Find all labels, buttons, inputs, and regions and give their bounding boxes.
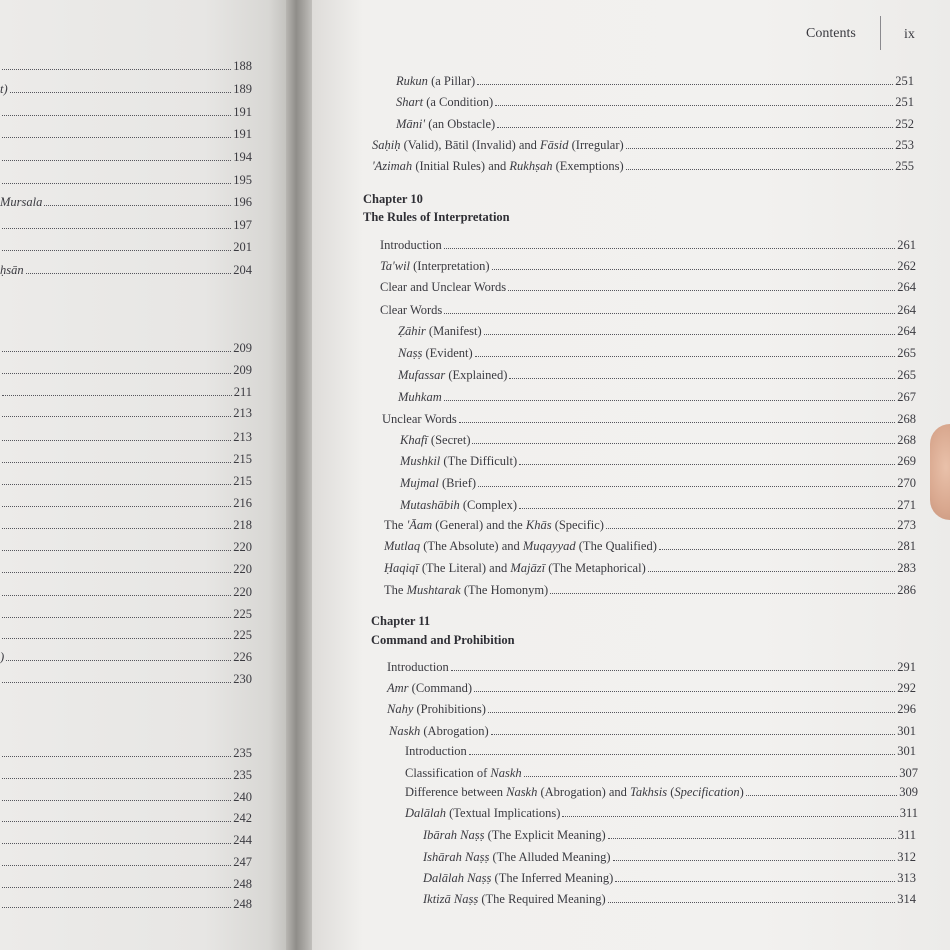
page-number: 240 <box>233 790 252 804</box>
dot-leader <box>2 778 231 779</box>
dot-leader <box>469 754 895 755</box>
dot-leader <box>509 378 895 379</box>
toc-entry-left <box>0 81 252 97</box>
toc-entry-left <box>0 194 252 210</box>
toc-entry-left <box>0 149 252 165</box>
page-number: 220 <box>233 562 252 576</box>
dot-leader <box>444 248 895 249</box>
page-number: 216 <box>233 496 252 510</box>
entry-title: Amr (Command) <box>387 681 473 695</box>
entry-title: Khafī (Secret) <box>400 433 471 447</box>
page-number: 242 <box>233 811 252 825</box>
page-number: 286 <box>897 583 916 597</box>
dot-leader <box>2 682 231 683</box>
entry-title: Shart (a Condition) <box>396 95 494 109</box>
toc-entry-left <box>0 429 252 445</box>
dot-leader <box>2 617 231 618</box>
chapter-11-number: Chapter 11 <box>371 614 431 628</box>
dot-leader <box>2 638 231 639</box>
entry-title: Mutashābih (Complex) <box>400 498 518 512</box>
page-number: 292 <box>897 681 916 695</box>
page-number: 262 <box>897 259 916 273</box>
toc-entry <box>400 475 916 491</box>
toc-entry-left <box>0 362 252 378</box>
page-number: 265 <box>897 368 916 382</box>
toc-entry-left <box>0 126 252 142</box>
toc-entry <box>372 137 914 153</box>
toc-entry-left <box>0 473 252 489</box>
page-number: 188 <box>233 59 252 73</box>
toc-entry <box>405 805 918 821</box>
chapter-10-title: The Rules of Interpretation <box>363 210 510 224</box>
page-number: 313 <box>897 871 916 885</box>
page-number: 235 <box>233 768 252 782</box>
dot-leader <box>508 290 895 291</box>
toc-entry-left <box>0 495 252 511</box>
dot-leader <box>444 313 895 314</box>
dot-leader <box>2 800 231 801</box>
toc-entry-left <box>0 627 252 643</box>
page-number: 204 <box>233 263 252 277</box>
page-number: 268 <box>897 412 916 426</box>
chapter-11-title: Command and Prohibition <box>371 633 515 647</box>
page-number: 211 <box>233 385 252 399</box>
dot-leader <box>26 273 232 274</box>
page-number: 255 <box>895 159 914 173</box>
dot-leader <box>746 795 897 796</box>
entry-title: Dalālah (Textual Implications) <box>405 806 561 820</box>
dot-leader <box>2 373 231 374</box>
dot-leader <box>2 821 231 822</box>
dot-leader <box>2 528 231 529</box>
dot-leader <box>488 712 895 713</box>
page-number: 209 <box>233 341 252 355</box>
toc-entry <box>398 345 916 361</box>
toc-entry-left <box>0 239 252 255</box>
page-number: 213 <box>233 406 252 420</box>
toc-entry <box>405 784 918 800</box>
toc-entry-left <box>0 561 252 577</box>
dot-leader <box>608 838 896 839</box>
page-number: 301 <box>897 724 916 738</box>
toc-entry <box>380 237 916 253</box>
right-page <box>312 0 950 950</box>
dot-leader <box>491 734 896 735</box>
toc-entry <box>405 743 916 759</box>
dot-leader <box>626 169 894 170</box>
page-number: 235 <box>233 746 252 760</box>
page-number: 213 <box>233 430 252 444</box>
dot-leader <box>2 506 231 507</box>
toc-entry <box>380 279 916 295</box>
entry-title: Dalālah Naṣṣ (The Inferred Meaning) <box>423 871 614 885</box>
dot-leader <box>562 816 897 817</box>
dot-leader <box>2 416 231 417</box>
toc-entry-left <box>0 384 252 400</box>
dot-leader <box>478 486 895 487</box>
entry-title: Iktizā Naṣṣ (The Required Meaning) <box>423 892 606 906</box>
toc-entry-left <box>0 539 252 555</box>
dot-leader <box>474 691 895 692</box>
toc-entry-left <box>0 262 252 278</box>
page-number: 244 <box>233 833 252 847</box>
toc-entry <box>398 367 916 383</box>
toc-entry-left <box>0 172 252 188</box>
entry-title: Ḥaqiqī (The Literal) and Majāzī (The Metaphorical) <box>384 561 646 575</box>
dot-leader <box>2 183 231 184</box>
dot-leader <box>659 549 895 550</box>
entry-title: Ẓāhir (Manifest) <box>398 324 482 338</box>
page-number: 215 <box>233 474 252 488</box>
toc-entry <box>387 701 916 717</box>
page-number: 309 <box>899 785 918 799</box>
entry-title: Naskh (Abrogation) <box>389 724 489 738</box>
page-number: 296 <box>897 702 916 716</box>
page-number: 225 <box>233 628 252 642</box>
dot-leader <box>2 160 231 161</box>
toc-entry <box>400 453 916 469</box>
dot-leader <box>451 670 895 671</box>
dot-leader <box>10 92 232 93</box>
entry-label: Mursala <box>0 195 43 209</box>
page-number: 230 <box>233 672 252 686</box>
entry-title: Nahy (Prohibitions) <box>387 702 486 716</box>
dot-leader <box>2 395 232 396</box>
toc-entry <box>384 517 916 533</box>
toc-entry <box>400 432 916 448</box>
toc-entry-left <box>0 810 252 826</box>
page-number: 251 <box>895 74 914 88</box>
toc-entry <box>396 73 914 89</box>
toc-entry <box>396 116 914 132</box>
page-number: 191 <box>233 105 252 119</box>
dot-leader <box>2 250 231 251</box>
dot-leader <box>475 356 896 357</box>
page-number: 268 <box>897 433 916 447</box>
thumb <box>930 424 950 520</box>
dot-leader <box>484 334 896 335</box>
toc-entry-left <box>0 671 252 687</box>
dot-leader <box>608 902 896 903</box>
entry-title: Rukun (a Pillar) <box>396 74 476 88</box>
entry-title: Muhkam <box>398 390 442 404</box>
dot-leader <box>2 137 231 138</box>
dot-leader <box>626 148 894 149</box>
entry-label: ) <box>0 650 5 664</box>
page-number: 281 <box>897 539 916 553</box>
toc-entry-left <box>0 896 252 912</box>
toc-entry <box>423 870 916 886</box>
page-number: 194 <box>233 150 252 164</box>
page-number: 251 <box>895 95 914 109</box>
dot-leader <box>2 595 231 596</box>
toc-entry <box>387 680 916 696</box>
page-number: 197 <box>233 218 252 232</box>
dot-leader <box>2 228 231 229</box>
page-number: 218 <box>233 518 252 532</box>
page-number: 201 <box>233 240 252 254</box>
page-number: 264 <box>897 303 916 317</box>
entry-title: Saḥiḥ (Valid), Bātil (Invalid) and Fāsid (Irregular) <box>372 138 624 152</box>
toc-entry-left <box>0 789 252 805</box>
page-number: 261 <box>897 238 916 252</box>
entry-label: t) <box>0 82 8 96</box>
page-number: 270 <box>897 476 916 490</box>
dot-leader <box>648 571 896 572</box>
page-number: 301 <box>897 744 916 758</box>
dot-leader <box>550 593 895 594</box>
toc-entry-left <box>0 104 252 120</box>
dot-leader <box>613 860 896 861</box>
entry-title: 'Azimah (Initial Rules) and Rukhṣah (Exemptions) <box>372 159 624 173</box>
page-number: 248 <box>233 897 252 911</box>
page-number: 247 <box>233 855 252 869</box>
entry-title: Ibārah Naṣṣ (The Explicit Meaning) <box>423 828 606 842</box>
header-rule <box>880 16 881 50</box>
toc-entry-left <box>0 340 252 356</box>
toc-entry <box>405 765 918 781</box>
page-number: 253 <box>895 138 914 152</box>
toc-entry <box>423 827 916 843</box>
toc-entry-left <box>0 405 252 421</box>
page-number: 252 <box>895 117 914 131</box>
dot-leader <box>2 440 231 441</box>
page-number: 220 <box>233 540 252 554</box>
dot-leader <box>2 550 231 551</box>
toc-entry-left <box>0 584 252 600</box>
dot-leader <box>44 205 231 206</box>
page-number: 209 <box>233 363 252 377</box>
entry-title: Māni' (an Obstacle) <box>396 117 496 131</box>
toc-entry <box>372 158 914 174</box>
entry-title: Classification of Naskh <box>405 766 522 780</box>
entry-title: Unclear Words <box>382 412 457 426</box>
page-number: 195 <box>233 173 252 187</box>
toc-entry-left <box>0 832 252 848</box>
toc-entry-left <box>0 876 252 892</box>
page-number: 314 <box>897 892 916 906</box>
dot-leader <box>492 269 896 270</box>
dot-leader <box>519 464 895 465</box>
entry-title: Mujmal (Brief) <box>400 476 477 490</box>
entry-title: Introduction <box>380 238 442 252</box>
page-number: 264 <box>897 280 916 294</box>
entry-title: The Mushtarak (The Homonym) <box>384 583 549 597</box>
dot-leader <box>477 84 893 85</box>
chapter-10-number: Chapter 10 <box>363 192 423 206</box>
entry-title: Clear and Unclear Words <box>380 280 507 294</box>
page-number: 226 <box>233 650 252 664</box>
page-folio: ix <box>904 27 915 42</box>
toc-entry <box>398 323 916 339</box>
entry-title: Difference between Naskh (Abrogation) and Takhsis (Specification) <box>405 785 744 799</box>
page-number: 220 <box>233 585 252 599</box>
toc-entry <box>400 497 916 513</box>
running-head: Contents <box>806 26 856 41</box>
page-number: 311 <box>899 806 918 820</box>
entry-label: ḥsān <box>0 263 24 277</box>
toc-entry <box>423 849 916 865</box>
toc-entry-left <box>0 58 252 74</box>
dot-leader <box>524 776 898 777</box>
dot-leader <box>6 660 231 661</box>
toc-entry <box>380 302 916 318</box>
toc-entry-left <box>0 606 252 622</box>
toc-entry-left <box>0 854 252 870</box>
page-number: 264 <box>897 324 916 338</box>
page-number: 291 <box>897 660 916 674</box>
page-number: 225 <box>233 607 252 621</box>
toc-entry <box>382 411 916 427</box>
page-number: 189 <box>233 82 252 96</box>
entry-title: Mufassar (Explained) <box>398 368 508 382</box>
dot-leader <box>615 881 895 882</box>
page-number: 191 <box>233 127 252 141</box>
page-number: 267 <box>897 390 916 404</box>
page-number: 311 <box>897 828 916 842</box>
toc-entry-left <box>0 649 252 665</box>
page-number: 215 <box>233 452 252 466</box>
toc-entry <box>389 723 916 739</box>
dot-leader <box>2 865 231 866</box>
toc-entry-left <box>0 451 252 467</box>
toc-entry <box>380 258 916 274</box>
page-number: 312 <box>897 850 916 864</box>
dot-leader <box>495 105 893 106</box>
toc-entry <box>384 582 916 598</box>
dot-leader <box>2 572 231 573</box>
toc-entry <box>387 659 916 675</box>
entry-title: Mushkil (The Difficult) <box>400 454 518 468</box>
toc-entry-left <box>0 745 252 761</box>
entry-title: Ishārah Naṣṣ (The Alluded Meaning) <box>423 850 611 864</box>
dot-leader <box>2 115 231 116</box>
toc-entry <box>398 389 916 405</box>
entry-title: Ta'wil (Interpretation) <box>380 259 490 273</box>
left-page <box>0 0 292 950</box>
dot-leader <box>2 756 231 757</box>
page-number: 283 <box>897 561 916 575</box>
toc-entry-left <box>0 517 252 533</box>
dot-leader <box>606 528 895 529</box>
page-number: 196 <box>233 195 252 209</box>
dot-leader <box>2 484 231 485</box>
dot-leader <box>2 887 231 888</box>
page-number: 307 <box>899 766 918 780</box>
dot-leader <box>459 422 895 423</box>
dot-leader <box>2 907 231 908</box>
entry-title: Introduction <box>387 660 449 674</box>
page-number: 265 <box>897 346 916 360</box>
entry-title: Naṣṣ (Evident) <box>398 346 473 360</box>
page-number: 269 <box>897 454 916 468</box>
page-number: 273 <box>897 518 916 532</box>
toc-entry <box>423 891 916 907</box>
toc-entry <box>396 94 914 110</box>
entry-title: The 'Āam (General) and the Khās (Specific) <box>384 518 604 532</box>
dot-leader <box>2 462 231 463</box>
dot-leader <box>519 508 895 509</box>
toc-entry-left <box>0 767 252 783</box>
page-number: 271 <box>897 498 916 512</box>
entry-title: Introduction <box>405 744 467 758</box>
dot-leader <box>472 443 895 444</box>
toc-entry <box>384 538 916 554</box>
entry-title: Clear Words <box>380 303 443 317</box>
dot-leader <box>2 69 231 70</box>
dot-leader <box>2 351 231 352</box>
toc-entry <box>384 560 916 576</box>
page-number: 248 <box>233 877 252 891</box>
toc-entry-left <box>0 217 252 233</box>
dot-leader <box>2 843 231 844</box>
dot-leader <box>444 400 896 401</box>
dot-leader <box>497 127 893 128</box>
entry-title: Mutlaq (The Absolute) and Muqayyad (The Qualified) <box>384 539 657 553</box>
